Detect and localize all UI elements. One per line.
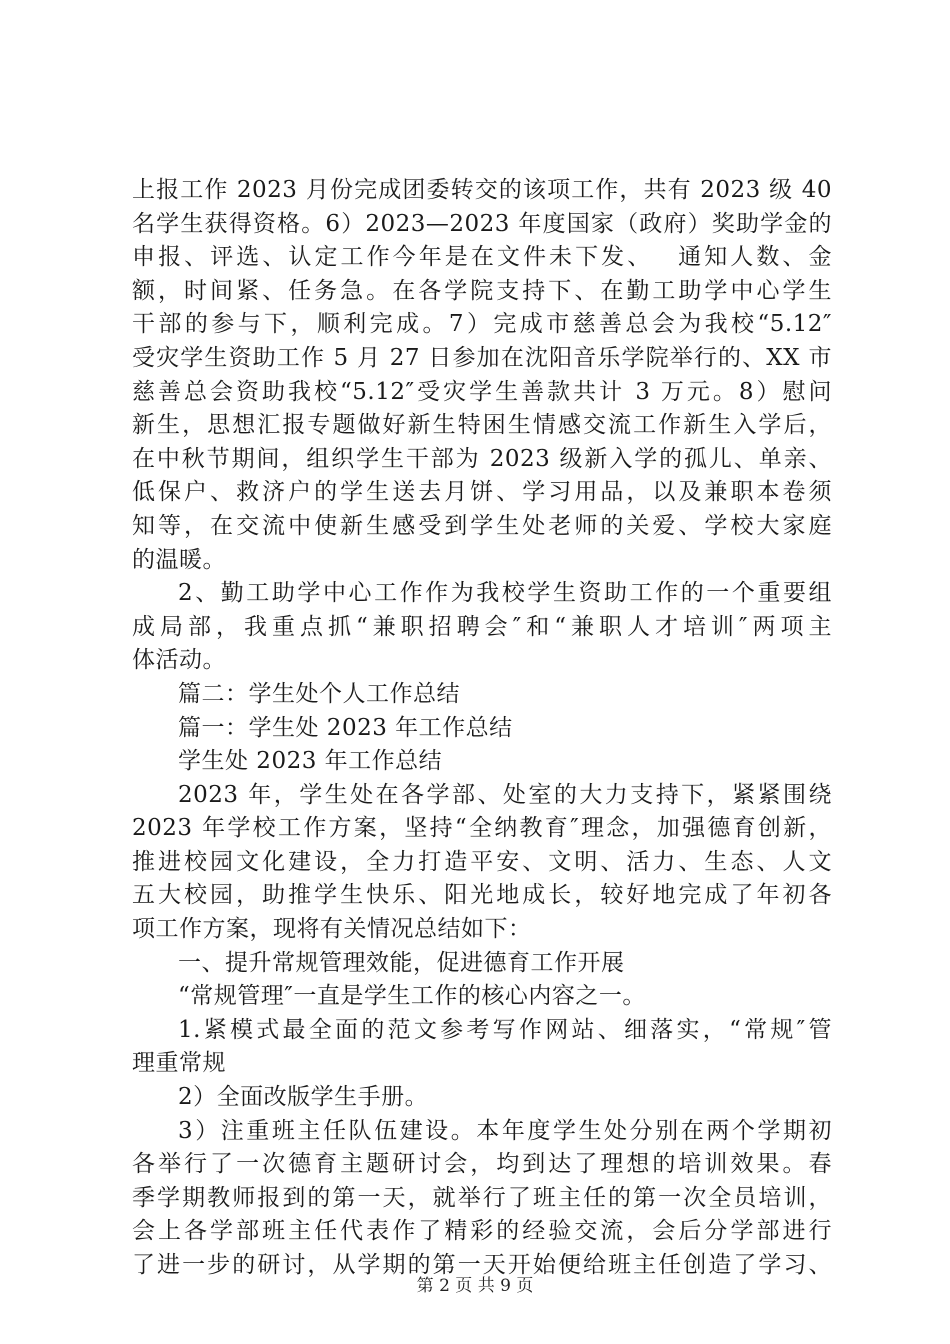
text-line: 各举行了一次德育主题研讨会，均到达了理想的培训效果。春 bbox=[132, 1151, 832, 1178]
text-line: 学生处 2023 年工作总结 bbox=[178, 748, 443, 775]
text-line: 五大校园，助推学生快乐、阳光地成长，较好地完成了年初各 bbox=[132, 882, 832, 909]
text-line: 2023 年学校工作方案，坚持“全纳教育″理念，加强德育创新， bbox=[132, 815, 832, 842]
text-line: 会上各学部班主任代表作了精彩的经验交流，会后分学部进行 bbox=[132, 1218, 832, 1245]
text-line: 2）全面改版学生手册。 bbox=[178, 1084, 429, 1111]
text-line: 了进一步的研讨，从学期的第一天开始便给班主任创造了学习、 bbox=[132, 1252, 832, 1278]
text-line: 体活动。 bbox=[132, 647, 226, 674]
text-line: 一、提升常规管理效能，促进德育工作开展 bbox=[178, 949, 625, 976]
text-line: 推进校园文化建设，全力打造平安、文明、活力、生态、人文 bbox=[132, 848, 832, 875]
text-line: 篇二：学生处个人工作总结 bbox=[178, 680, 460, 707]
text-line: “常规管理″一直是学生工作的核心内容之一。 bbox=[178, 983, 646, 1010]
text-line: 知等，在交流中使新生感受到学生处老师的关爱、学校大家庭 bbox=[132, 512, 832, 539]
text-line: 在中秋节期间，组织学生干部为 2023 级新入学的孤儿、单亲、 bbox=[132, 445, 832, 472]
text-line: 名学生获得资格。6）2023—2023 年度国家（政府）奖助学金的 bbox=[132, 210, 832, 237]
text-line: 2023 年，学生处在各学部、处室的大力支持下，紧紧围绕 bbox=[178, 781, 832, 808]
text-line: 的温暖。 bbox=[132, 546, 226, 573]
text-line: 1.紧模式最全面的范文参考写作网站、细落实，“常规″管 bbox=[178, 1016, 832, 1043]
text-line: 新生，思想汇报专题做好新生特困生情感交流工作新生入学后， bbox=[132, 412, 832, 439]
text-line: 干部的参与下，顺利完成。7）完成市慈善总会为我校“5.12″ bbox=[132, 311, 832, 338]
document-body bbox=[132, 174, 832, 1283]
text-line: 受灾学生资助工作 5 月 27 日参加在沈阳音乐学院举行的、XX 市 bbox=[132, 344, 832, 371]
text-line: 2、勤工助学中心工作作为我校学生资助工作的一个重要组 bbox=[178, 580, 832, 607]
text-line: 成局部，我重点抓“兼职招聘会″和“兼职人才培训″两项主 bbox=[132, 613, 832, 640]
text-line: 理重常规 bbox=[132, 1050, 226, 1077]
text-line: 篇一：学生处 2023 年工作总结 bbox=[178, 714, 513, 741]
text-line: 3）注重班主任队伍建设。本年度学生处分别在两个学期初 bbox=[178, 1117, 832, 1144]
text-line: 项工作方案，现将有关情况总结如下： bbox=[132, 916, 532, 943]
text-line: 上报工作 2023 月份完成团委转交的该项工作，共有 2023 级 40 bbox=[132, 177, 832, 203]
text-line: 低保户、救济户的学生送去月饼、学习用品，以及兼职本卷须 bbox=[132, 479, 832, 506]
text-line: 额，时间紧、任务急。在各学院支持下、在勤工助学中心学生 bbox=[132, 277, 832, 304]
text-line: 季学期教师报到的第一天，就举行了班主任的第一次全员培训， bbox=[132, 1184, 832, 1211]
text-line: 慈善总会资助我校“5.12″受灾学生善款共计 3 万元。8）慰问 bbox=[132, 378, 832, 405]
page-footer: 第 2 页 共 9 页 bbox=[416, 1276, 534, 1296]
text-line: 申报、评选、认定工作今年是在文件未下发、 通知人数、金 bbox=[132, 244, 832, 271]
